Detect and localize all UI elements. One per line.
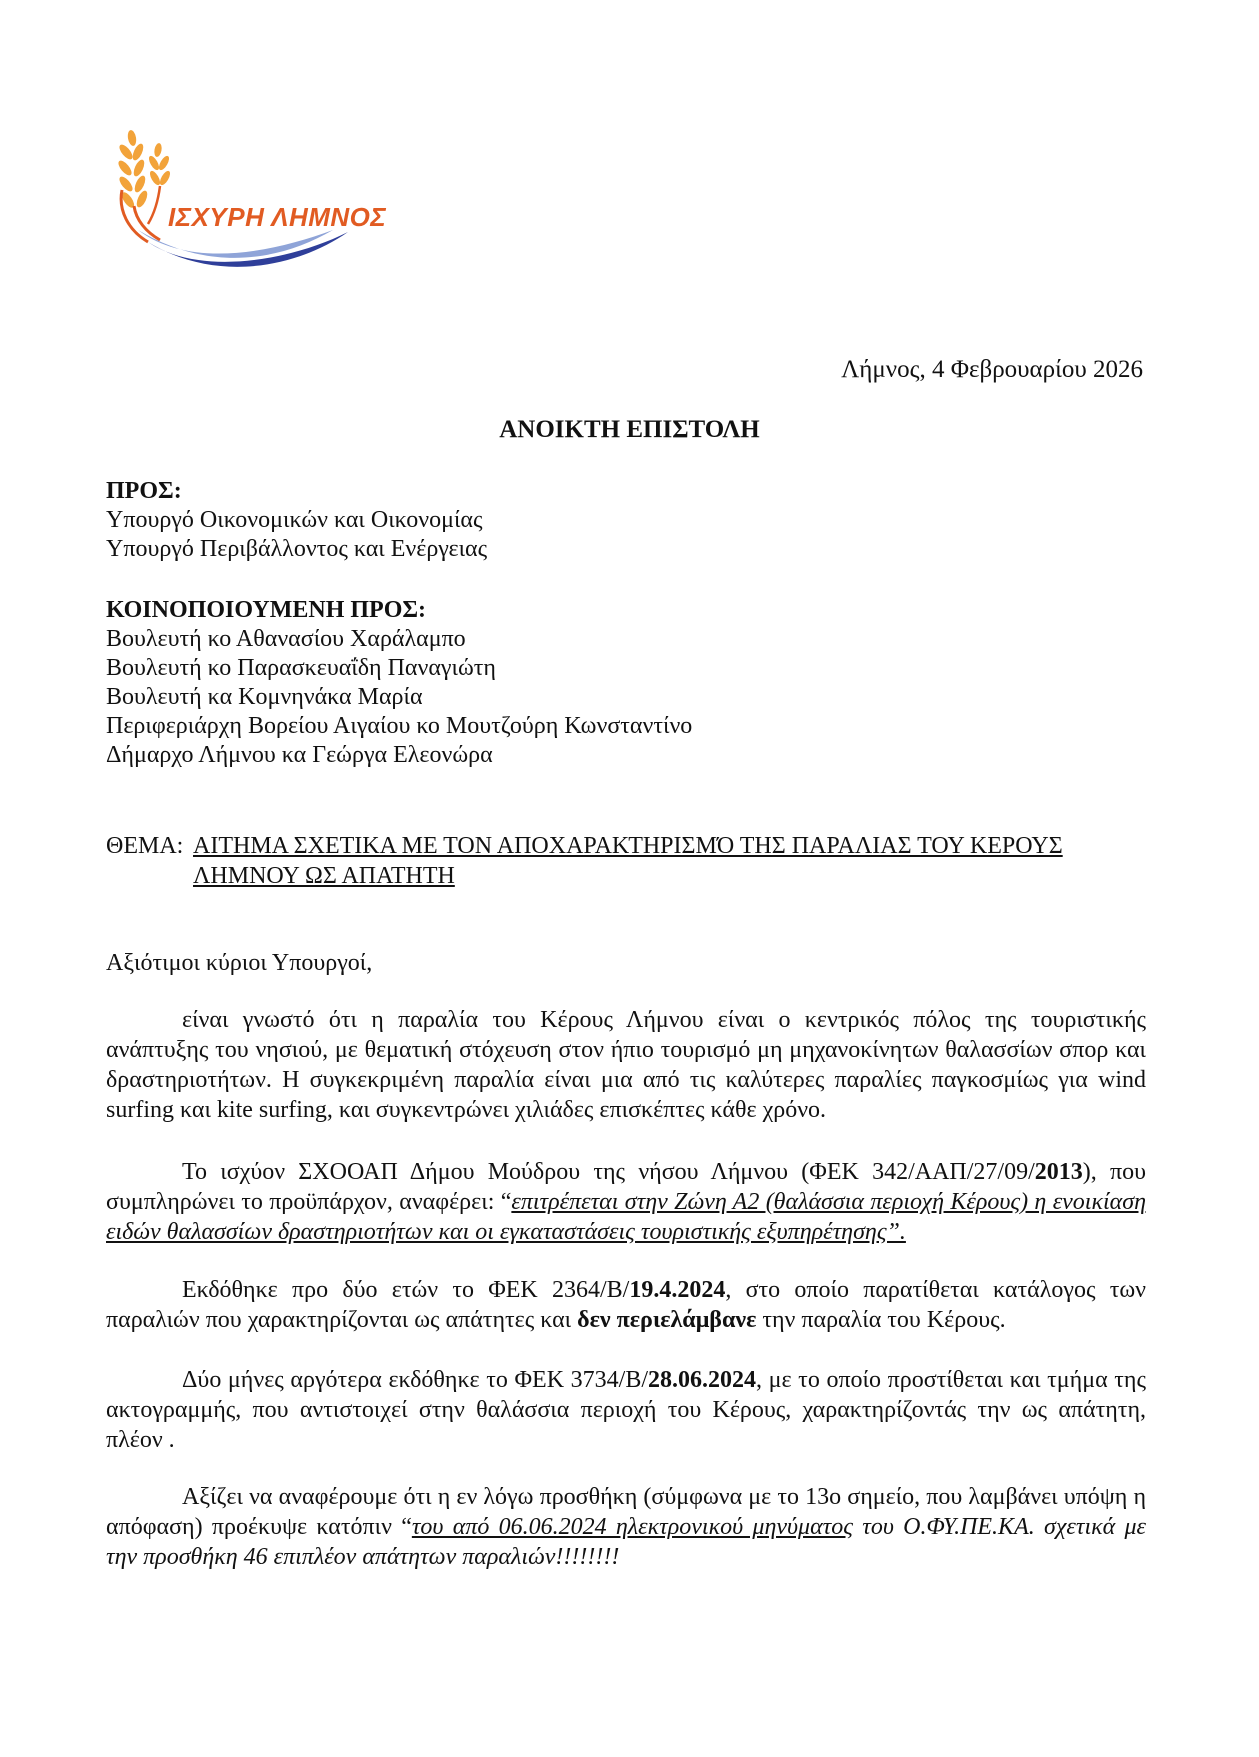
paragraph-text: , στο οποίο παρατίθεται κατάλογος των παραλιών που χαρακτηρίζονται ως απάτητες και xyxy=(106,1277,1147,1333)
paragraph-text: , με το οποίο προστίθεται και τμήμα της ακτογραμμής, που αντιστοιχεί στην θαλάσσια περιοχή του Κέρους, χαρακτηρίζοντάς την ως απάτητη, πλέον . xyxy=(106,1367,1146,1453)
recipients-heading: ΠΡΟΣ: xyxy=(106,478,182,504)
bold-emphasis: δεν περιελάμβανε xyxy=(577,1307,757,1333)
letter-date: Λήμνος, 4 Φεβρουαρίου 2026 xyxy=(841,356,1143,383)
subject-label: ΘΕΜΑ: xyxy=(106,833,184,859)
cc-line: Περιφεριάρχη Βορείου Αιγαίου κο Μουτζούρη Κωνσταντίνο xyxy=(106,713,693,739)
document-title: ΑΝΟΙΚΤΗ ΕΠΙΣΤΟΛΗ xyxy=(499,416,760,443)
paragraph-text: την παραλία του Κέρους. xyxy=(756,1307,1006,1333)
salutation: Αξιότιμοι κύριοι Υπουργοί, xyxy=(106,950,373,976)
cc-line: Βουλευτή κο Αθανασίου Χαράλαμπο xyxy=(106,626,466,652)
paragraph-text: Αξίζει να αναφέρουμε ότι η εν λόγω προσθήκη (σύμφωνα με το 13ο σημείο, που λαμβάνει υπόψη η απόφαση) προέκυψε κατόπιν “ xyxy=(106,1484,1146,1540)
italic-text: του Ο.ΦΥ.ΠΕ.ΚΑ. σχετικά με την προσθήκη 46 επιπλέον απάτητων παραλιών!!!!!!!! xyxy=(106,1514,1146,1570)
cc-line: Βουλευτή κα Κομνηνάκα Μαρία xyxy=(106,684,423,710)
logo-text: ΙΣΧΥΡΗ ΛΗΜΝΟΣ xyxy=(168,202,387,232)
paragraph-2 xyxy=(106,1157,1146,1247)
cc-line: Βουλευτή κο Παρασκευαΐδη Παναγιώτη xyxy=(106,655,496,681)
paragraph-text: Δύο μήνες αργότερα εκδόθηκε το ΦΕΚ 3734/Β/ xyxy=(182,1367,648,1393)
paragraph-text: Εκδόθηκε προ δύο ετών το ΦΕΚ 2364/Β/ xyxy=(182,1277,630,1303)
party-logo xyxy=(118,130,387,280)
cc-line: Δήμαρχο Λήμνου κα Γεώργα Ελεονώρα xyxy=(106,742,493,768)
cc-heading: ΚΟΙΝΟΠΟΙΟΥΜΕΝΗ ΠΡΟΣ: xyxy=(106,597,427,623)
cc-block xyxy=(106,596,692,770)
paragraph-text: ), που συμπληρώνει το προϋπάρχον, αναφέρει: “ xyxy=(106,1159,1146,1215)
bold-year: 2013 xyxy=(1034,1159,1083,1185)
recipients-block xyxy=(106,477,487,564)
recipient-line: Υπουργό Οικονομικών και Οικονομίας xyxy=(106,507,483,533)
paragraph-4 xyxy=(106,1365,1146,1455)
recipient-line: Υπουργό Περιβάλλοντος και Ενέργειας xyxy=(106,536,488,562)
bold-date: 28.06.2024 xyxy=(648,1367,756,1393)
paragraph-5 xyxy=(106,1482,1146,1572)
paragraph-text: Το ισχύον ΣΧΟΟΑΠ Δήμου Μούδρου της νήσου Λήμνου (ΦΕΚ 342/ΑΑΠ/27/09/ xyxy=(182,1159,1035,1185)
subject-text: ΑΙΤΗΜΑ ΣΧΕΤΙΚΑ ΜΕ ΤΟΝ ΑΠΟΧΑΡΑΚΤΗΡΙΣΜΌ ΤΗΣ ΠΑΡΑΛΙΑΣ ΤΟΥ ΚΕΡΟΥΣ ΛΗΜΝΟΥ ΩΣ ΑΠΑΤΗΤΗ xyxy=(193,833,1063,889)
quoted-provision: επιτρέπεται στην Ζώνη Α2 (θαλάσσια περιοχή Κέρους) η ενοικίαση ειδών θαλασσίων δραστηριοτήτων και οι εγκαταστάσεις τουριστικής εξυπηρέτησης”. xyxy=(106,1189,1146,1245)
bold-date: 19.4.2024 xyxy=(629,1277,726,1303)
quoted-email-ref: του από 06.06.2024 ηλεκτρονικού μηνύματος xyxy=(411,1514,853,1540)
paragraph-1: είναι γνωστό ότι η παραλία του Κέρους Λήμνου είναι ο κεντρικός πόλος της τουριστικής ανάπτυξης του νησιού, με θεματική στόχευση στον ήπιο τουρισμό μη μηχανοκίνητων θαλασσίων σπορ και δραστηριοτήτων. Η συγκεκριμένη παραλία είναι μια από τις καλύτερες παραλίες παγκοσμίως για wind surfing και kite surfing, και συγκεντρώνει χιλιάδες επισκέπτες κάθε χρόνο. xyxy=(106,1007,1146,1123)
paragraph-3 xyxy=(106,1275,1146,1335)
